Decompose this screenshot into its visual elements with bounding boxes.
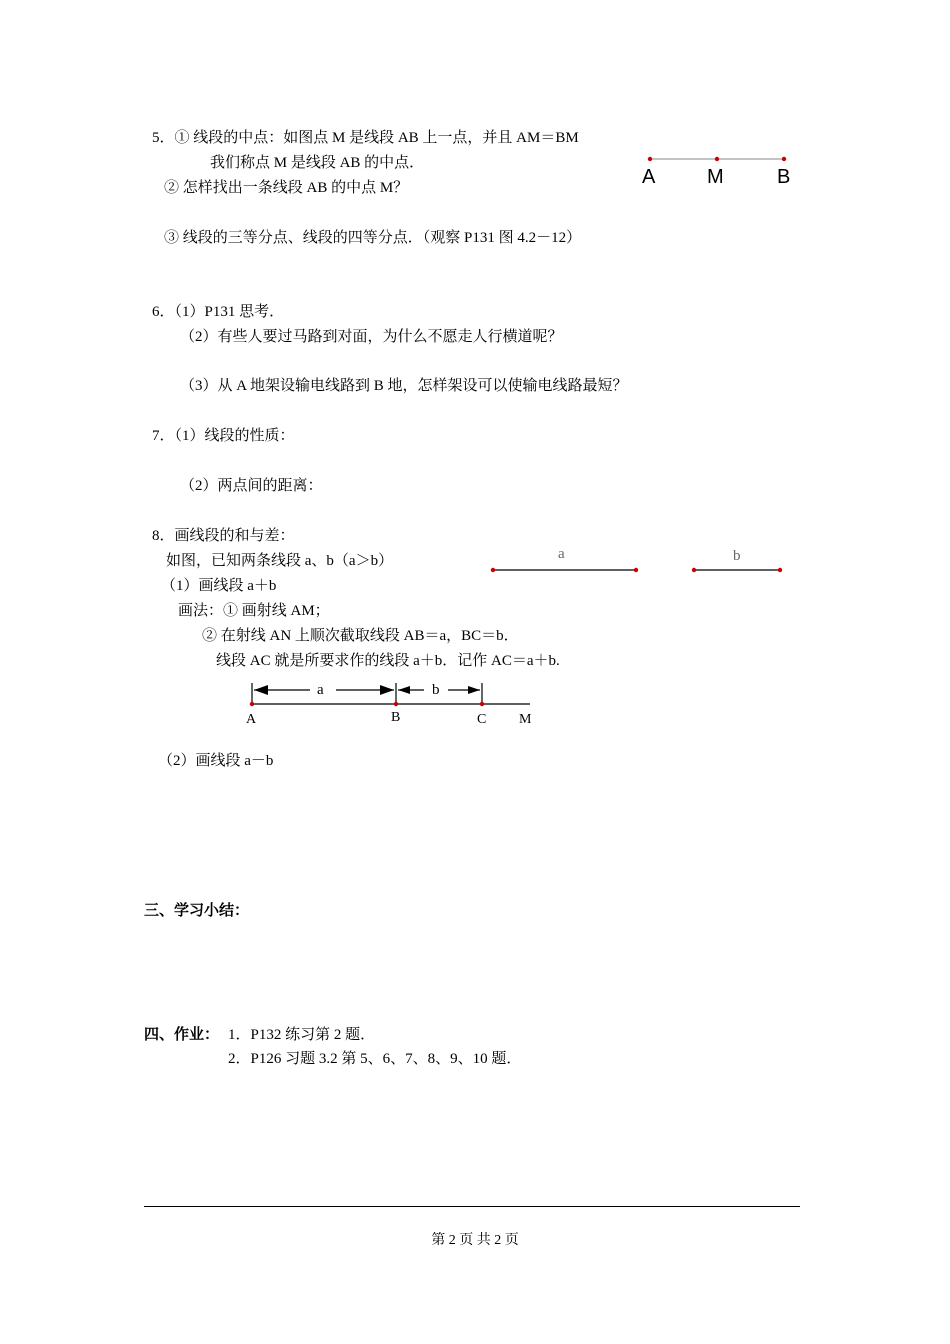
q8-line1: 8．画线段的和与差： xyxy=(152,528,295,544)
q5-line4: ③ 线段的三等分点、线段的四等分点．（观察 P131 图 4.2－12） xyxy=(164,230,582,246)
point-b xyxy=(394,702,398,706)
q7-line1: 7．（1）线段的性质： xyxy=(152,428,295,444)
q5-line2: 我们称点 M 是线段 AB 的中点． xyxy=(210,155,425,171)
sum-point-c-label: C xyxy=(477,712,487,727)
segment-a-label: a xyxy=(558,546,565,562)
sum-point-a-label: A xyxy=(246,712,257,727)
footer-rule xyxy=(144,1206,800,1207)
sum-point-b-label: B xyxy=(391,710,401,725)
point-c xyxy=(480,702,484,706)
fig5-label-a: A xyxy=(642,166,656,188)
q6-line3: （3）从 A 地架设输电线路到 B 地，怎样架设可以使输电线路最短？ xyxy=(180,378,628,394)
arrow-a-left-head xyxy=(254,685,268,695)
segment-b-label: b xyxy=(733,548,741,564)
q8-line5: ② 在射线 AN 上顺次截取线段 AB＝a，BC＝b． xyxy=(202,628,519,644)
q5-line3: ② 怎样找出一条线段 AB 的中点 M？ xyxy=(164,180,409,196)
summary-heading: 三、学习小结： xyxy=(144,903,250,919)
q7-line2: （2）两点间的距离： xyxy=(180,478,323,494)
fig5-label-m: M xyxy=(707,166,724,188)
homework-heading: 四、作业： xyxy=(144,1027,220,1043)
homework-item-1: 1．P132 练习第 2 题． xyxy=(228,1027,376,1043)
arrow-b-left-head xyxy=(398,686,410,694)
sum-label-b: b xyxy=(432,682,440,698)
q8-line4: 画法：① 画射线 AM； xyxy=(178,603,330,619)
sum-label-a: a xyxy=(317,682,324,698)
arrow-a-right-head xyxy=(380,685,394,695)
fig5-label-b: B xyxy=(777,166,791,188)
q8-line7: （2）画线段 a－b xyxy=(158,753,274,769)
q8-line2: 如图，已知两条线段 a、b（a＞b） xyxy=(166,553,394,569)
q6-line1: 6．（1）P131 思考． xyxy=(152,304,285,320)
q5-line1: 5．① 线段的中点：如图点 M 是线段 AB 上一点，并且 AM＝BM xyxy=(152,130,579,146)
point-a xyxy=(250,702,254,706)
q6-line2: （2）有些人要过马路到对面，为什么不愿走人行横道呢？ xyxy=(180,329,563,345)
arrow-b-right-head xyxy=(468,686,480,694)
page-number: 第 2 页 共 2 页 xyxy=(431,1233,519,1248)
sum-point-m-label: M xyxy=(519,712,532,727)
q8-line3: （1）画线段 a＋b xyxy=(161,578,277,594)
homework-item-2: 2．P126 习题 3.2 第 5、6、7、8、9、10 题． xyxy=(228,1051,522,1067)
q8-line6: 线段 AC 就是所要求作的线段 a＋b．记作 AC＝a＋b. xyxy=(216,653,560,669)
